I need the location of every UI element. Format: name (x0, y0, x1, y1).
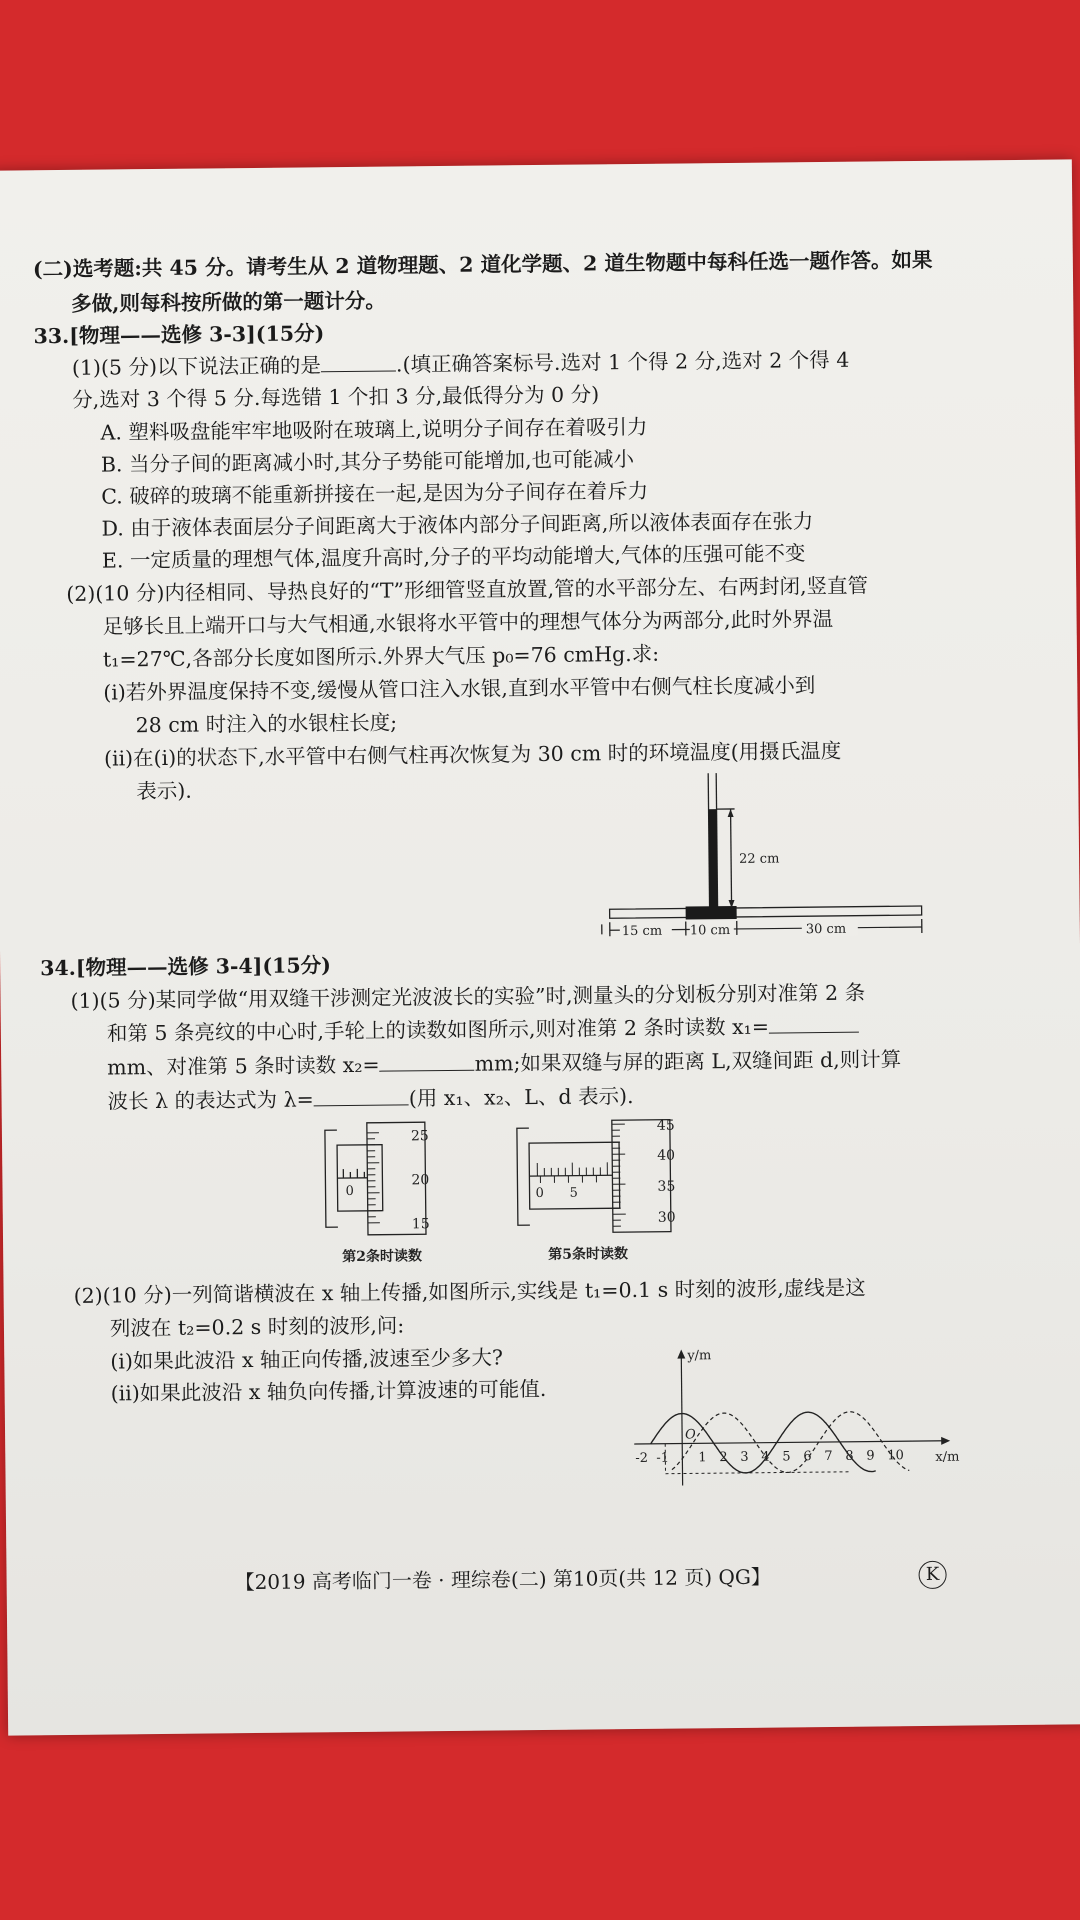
x-tick-5: 4 (761, 1449, 770, 1465)
m2-caption: 第5条时读数 (548, 1246, 629, 1263)
x-tick-0: -2 (635, 1450, 649, 1467)
q34-sub1: (ⅰ)如果此波沿 x 轴正向传播,波速至少多大? (110, 1345, 504, 1374)
label-10cm: 10 cm (689, 923, 731, 939)
m2-tick-45: 45 (656, 1117, 675, 1134)
x-tick-1: -1 (656, 1450, 670, 1466)
t-tube-figure (588, 761, 950, 955)
x-tick-labels (635, 1448, 904, 1466)
page-content (0, 159, 1080, 1735)
q34-part1-text: 和第 5 条亮纹的中心时,手轮上的读数如图所示,则对准第 2 条时读数 x₁= (106, 1014, 770, 1046)
mercury-horizontal (686, 906, 737, 920)
section-header-line1: (二)选考题:共 45 分。请考生从 2 道物理题、2 道化学题、2 道生物题中每科任选一题作答。如果 (32, 247, 933, 282)
q34-sub2: (ⅱ)如果此波沿 x 轴负向传播,计算波速的可能值. (110, 1376, 547, 1406)
dimension-22-line (731, 809, 732, 908)
lambda-answer-blank[interactable] (314, 1086, 409, 1106)
m1-caption: 第2条时读数 (342, 1248, 423, 1266)
q33-option-c: C. 破碎的玻璃不能重新拼接在一起,是因为分子间存在着斥力 (101, 478, 649, 509)
q33-part2-line3: t₁=27℃,各部分长度如图所示.外界大气压 p₀=76 cmHg.求: (102, 641, 660, 672)
x-tick-2: 1 (698, 1450, 707, 1466)
page-footer: 【2019 高考临门一卷 · 理综卷(二) 第10页(共 12 页) QG】 (234, 1564, 771, 1595)
x-tick-6: 5 (782, 1449, 791, 1465)
x-axis-label: x/m (935, 1449, 960, 1465)
q34-part1-line1: (1)(5 分)某同学做“用双缝干涉测定光波波长的实验”时,测量头的分划板分别对准第 2 条 (70, 980, 866, 1013)
q33-sub2-line1: (ⅱ)在(ⅰ)的状态下,水平管中右侧气柱再次恢复为 30 cm 时的环境温度(用摄氏温度 (103, 738, 842, 771)
horizontal-tube (610, 906, 922, 918)
q33-part1-line2: 分,选对 3 个得 5 分.每选错 1 个扣 3 分,最低得分为 0 分) (72, 382, 600, 412)
m1-tick-25: 25 (410, 1128, 429, 1145)
m2-tick-35: 35 (657, 1178, 676, 1195)
m1-tick-15: 15 (411, 1216, 430, 1233)
x-tick-8: 7 (824, 1448, 833, 1465)
m2-tick-40: 40 (657, 1147, 676, 1164)
q33-option-d: D. 由于液体表面层分子间距离大于液体内部分子间距离,所以液体表面存在张力 (101, 509, 814, 541)
m2-tick-30: 30 (657, 1209, 676, 1226)
y-axis-label: y/m (687, 1348, 712, 1364)
q33-title: 33.[物理——选修 3-3](15分) (33, 321, 325, 349)
q33-sub1-line1: (ⅰ)若外界温度保持不变,缓慢从管口注入水银,直到水平管中右侧气柱长度减小到 (103, 673, 816, 705)
m2-zero: 0 (535, 1185, 544, 1202)
x-tick-4: 3 (740, 1449, 749, 1465)
x-axis (634, 1441, 945, 1444)
wave-figure (629, 1341, 961, 1504)
m2-five: 5 (569, 1185, 578, 1201)
exam-paper (0, 159, 1080, 1735)
q34-lambda-rest: (用 x₁、x₂、L、d 表示). (408, 1084, 634, 1111)
q33-part1-text-b: .(填正确答案标号.选对 1 个得 2 分,选对 2 个得 4 (395, 347, 850, 377)
micrometer-5th-fringe (507, 1111, 704, 1273)
q34-part1-line2 (107, 1012, 859, 1048)
y-axis (681, 1356, 682, 1486)
section-header-line2: 多做,则每科按所做的第一题计分。 (71, 288, 386, 316)
q33-option-a: A. 塑料吸盘能牢牢地吸附在玻璃上,说明分子间存在着吸引力 (100, 414, 648, 445)
m1-tick-20: 20 (411, 1172, 430, 1189)
label-15cm: 15 cm (621, 923, 663, 940)
q34-part2-line2: 列波在 t₂=0.2 s 时刻的波形,问: (109, 1313, 405, 1341)
x-tick-7: 6 (803, 1449, 812, 1465)
q33-answer-blank[interactable] (321, 352, 396, 372)
q34-part1-line4 (107, 1082, 633, 1116)
x-tick-11: 10 (887, 1448, 904, 1464)
q33-part1-text-a: (1)(5 分)以下说法正确的是 (71, 353, 322, 380)
q33-sub2-line2: 表示). (136, 778, 192, 804)
q33-option-b: B. 当分子间的距离减小时,其分子势能可能增加,也可能减小 (100, 446, 635, 477)
q34-part1-line3 (107, 1045, 901, 1081)
label-22cm: 22 cm (739, 851, 780, 867)
origin-label: O (685, 1427, 696, 1443)
x-tick-3: 2 (719, 1450, 728, 1466)
label-30cm: 30 cm (805, 921, 847, 938)
q33-part2-line1: (2)(10 分)内径相同、导热良好的“T”形细管竖直放置,管的水平部分左、右两封闭,竖直管 (66, 573, 869, 606)
q33-sub1-line2: 28 cm 时注入的水银柱长度; (135, 710, 398, 738)
mercury-vertical (709, 809, 718, 909)
x1-answer-blank[interactable] (769, 1014, 859, 1034)
m1-zero: 0 (345, 1183, 354, 1200)
x-tick-10: 9 (866, 1448, 875, 1464)
q33-part2-line2: 足够长且上端开口与大气相通,水银将水平管中的理想气体分为两部分,此时外界温 (102, 606, 834, 639)
q34-x2-rest: mm;如果双缝与屏的距离 L,双缝间距 d,则计算 (474, 1047, 902, 1076)
q34-title: 34.[物理——选修 3-4](15分) (40, 953, 331, 981)
q33-option-e: E. 一定质量的理想气体,温度升高时,分子的平均动能增大,气体的压强可能不变 (101, 541, 806, 573)
micrometer-2nd-fringe (317, 1114, 489, 1276)
x2-answer-blank[interactable] (380, 1052, 475, 1072)
q34-part2-line1: (2)(10 分)一列简谐横波在 x 轴上传播,如图所示,实线是 t₁=0.1 s 时刻的波形,虚线是这 (73, 1275, 866, 1308)
q34-x2-label: mm、对准第 5 条时读数 x₂= (107, 1052, 380, 1080)
k-badge: K (918, 1561, 946, 1589)
q34-lambda-label: 波长 λ 的表达式为 λ= (107, 1087, 314, 1114)
x-tick-9: 8 (845, 1448, 854, 1464)
q33-part1-line1 (72, 346, 850, 382)
